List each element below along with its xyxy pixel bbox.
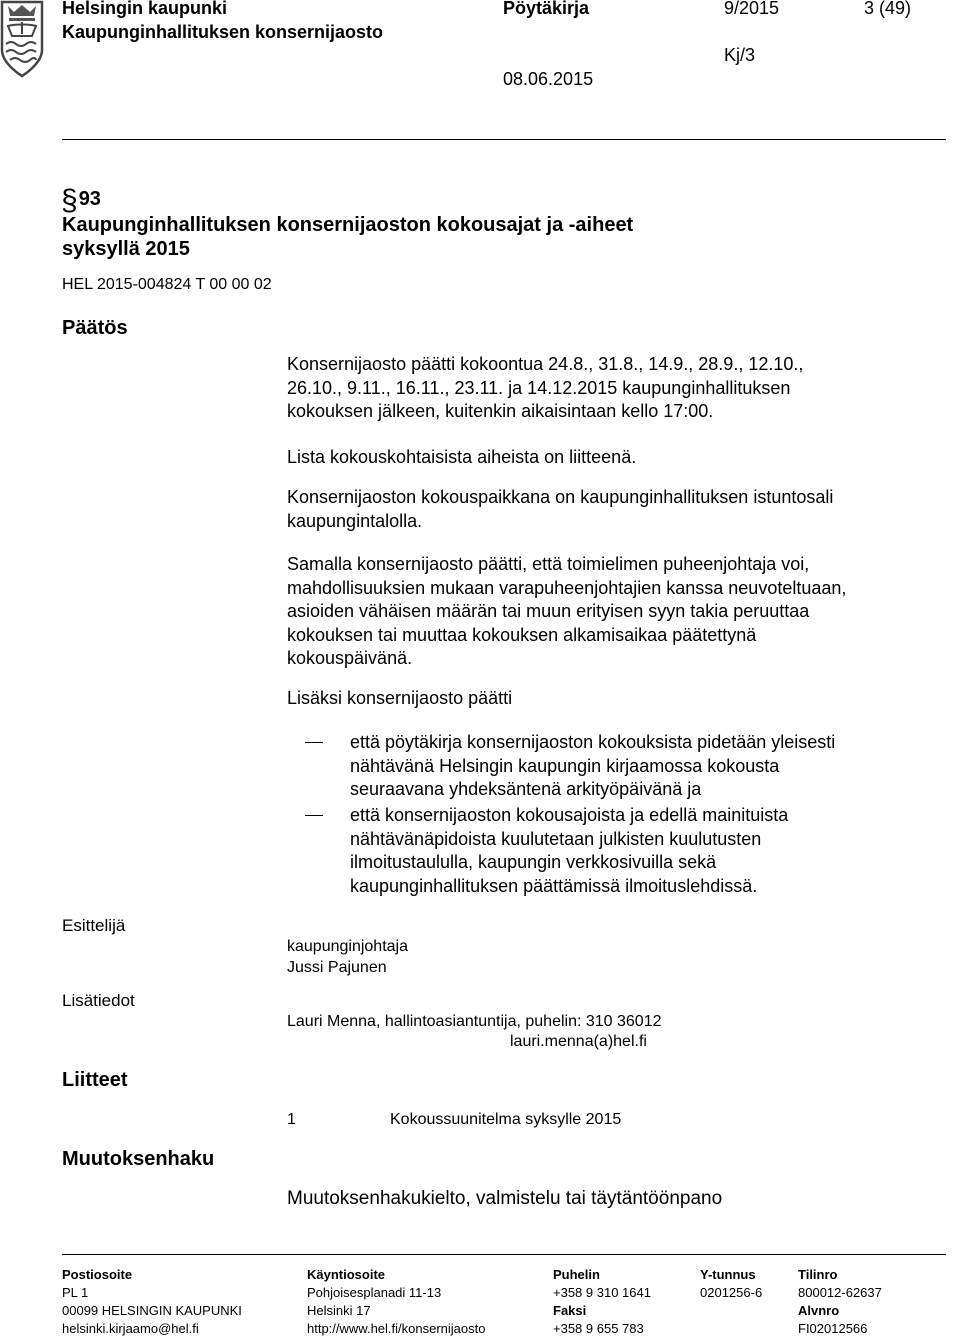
dash-bullet [305, 815, 323, 816]
footer-heading: Postiosoite [62, 1267, 133, 1282]
footer-heading: Puhelin [553, 1267, 600, 1282]
paragraph-line: kokouspäivänä. [287, 648, 413, 668]
section-symbol-icon: § [61, 184, 78, 217]
footer-postal-address [62, 1266, 242, 1338]
info-contact: Lauri Menna, hallintoasiantuntija, puhelin: 310 36012 [287, 1013, 662, 1030]
attachment-item[interactable]: Kokoussuunitelma syksylle 2015 [390, 1111, 622, 1128]
decision-paragraph-5: Lisäksi konsernijaosto päätti [287, 688, 513, 708]
section-number [62, 188, 101, 211]
footer-account [798, 1266, 882, 1338]
footer-line: 800012-62637 [798, 1285, 882, 1300]
dash-bullet [305, 742, 323, 743]
footer-line: Helsinki 17 [307, 1303, 371, 1318]
footer-line: Pohjoisesplanadi 11-13 [307, 1285, 442, 1300]
footer-heading: Y-tunnus [700, 1267, 756, 1282]
footer-visit-address [307, 1266, 485, 1338]
decision-paragraph-1 [287, 353, 803, 424]
section-title-line1: Kaupunginhallituksen konsernijaoston kokousajat ja -aiheet [62, 214, 634, 236]
footer-business-id [700, 1266, 762, 1302]
footer-heading: Käyntiosoite [307, 1267, 386, 1282]
footer-line: FI02012566 [798, 1321, 868, 1336]
footer-line: 00099 HELSINGIN KAUPUNKI [62, 1303, 242, 1318]
appeal-label: Muutoksenhaku [62, 1148, 215, 1170]
attachment-number: 1 [287, 1111, 296, 1128]
header-divider [62, 139, 946, 140]
footer-heading: Faksi [553, 1303, 587, 1318]
paragraph-line: kaupungintalolla. [287, 510, 423, 531]
footer-heading: Alvnro [798, 1303, 840, 1318]
footer-email[interactable]: helsinki.kirjaamo@hel.fi [62, 1321, 199, 1336]
paragraph-line: Samalla konsernijaosto päätti, että toimielimen puheenjohtaja voi, [287, 554, 810, 574]
presenter-name: Jussi Pajunen [287, 959, 387, 976]
paragraph-line: Konsernijaoston kokouspaikkana on kaupunginhallituksen istuntosali [287, 487, 834, 507]
footer-line: +358 9 310 1641 [553, 1285, 651, 1300]
bullet-line: seuraavana yhdeksäntenä arkityöpäivänä ja [350, 779, 702, 799]
minutes-number: 9/2015 [724, 0, 780, 18]
page-number: 3 (49) [864, 0, 912, 18]
document-type: Pöytäkirja [503, 0, 590, 18]
organization-name: Helsingin kaupunki [62, 0, 228, 18]
presenter-title: kaupunginjohtaja [287, 938, 408, 955]
decision-paragraph-3 [287, 486, 833, 533]
decision-paragraph-4 [287, 553, 846, 671]
decision-paragraph-2: Lista kokouskohtaisista aiheista on liitteenä. [287, 447, 637, 467]
presenter-label: Esittelijä [62, 916, 126, 935]
footer-line: PL 1 [62, 1285, 89, 1300]
paragraph-line: mahdollisuuksien mukaan varapuheenjohtajien kanssa neuvoteltuaan, [287, 577, 847, 598]
footer-phone [553, 1266, 651, 1338]
bullet-line: ilmoitustaululla, kaupungin verkkosivuilla sekä [350, 852, 717, 872]
bullet-line: että konsernijaoston kokousajoista ja edellä mainituista [350, 805, 789, 825]
paragraph-line: kokouksen tai muuttaa kokouksen alkamisaikaa päätettynä [287, 624, 757, 645]
section-title-line2: syksyllä 2015 [62, 238, 190, 260]
bullet-line: että pöytäkirja konsernijaoston kokouksista pidetään yleisesti [350, 732, 836, 752]
paragraph-line: Konsernijaosto päätti kokoontua 24.8., 31.8., 14.9., 28.9., 12.10., [287, 354, 804, 374]
bullet-line: kaupunginhallituksen päättämissä ilmoituslehdissä. [350, 875, 758, 896]
appeal-text: Muutoksenhakukielto, valmistelu tai täytäntöönpano [287, 1188, 723, 1209]
body-name: Kaupunginhallituksen konsernijaosto [62, 22, 384, 42]
decision-label: Päätös [62, 317, 128, 339]
paragraph-line: asioiden vähäisen määrän tai muun erityisen syyn takia peruuttaa [287, 601, 810, 621]
info-label: Lisätiedot [62, 991, 135, 1010]
meeting-date: 08.06.2015 [503, 69, 594, 89]
footer-line: +358 9 655 783 [553, 1321, 644, 1336]
helsinki-coat-of-arms-logo [0, 0, 44, 78]
paragraph-line: 26.10., 9.11., 16.11., 23.11. ja 14.12.2015 kaupunginhallituksen [287, 377, 791, 398]
bullet-line: nähtävänäpidoista kuulutetaan julkisten kuulutusten [350, 828, 762, 849]
paragraph-line: kokouksen jälkeen, kuitenkin aikaisintaan kello 17:00. [287, 401, 714, 421]
footer-divider [62, 1254, 946, 1255]
footer-website-link[interactable]: http://www.hel.fi/konsernijaosto [307, 1321, 486, 1336]
bullet-item-1 [350, 731, 835, 802]
presenter-block [287, 936, 408, 978]
attachments-label: Liitteet [62, 1069, 128, 1091]
bullet-line: nähtävänä Helsingin kaupungin kirjaamossa kokousta [350, 755, 780, 776]
info-email[interactable]: lauri.menna(a)hel.fi [510, 1033, 647, 1050]
diary-number: HEL 2015-004824 T 00 00 02 [62, 276, 272, 293]
footer-line: 0201256-6 [700, 1285, 763, 1300]
matter-code: Kj/3 [724, 45, 756, 65]
bullet-item-2 [350, 804, 788, 898]
section-number-value: 93 [78, 188, 101, 210]
footer-heading: Tilinro [798, 1267, 838, 1282]
